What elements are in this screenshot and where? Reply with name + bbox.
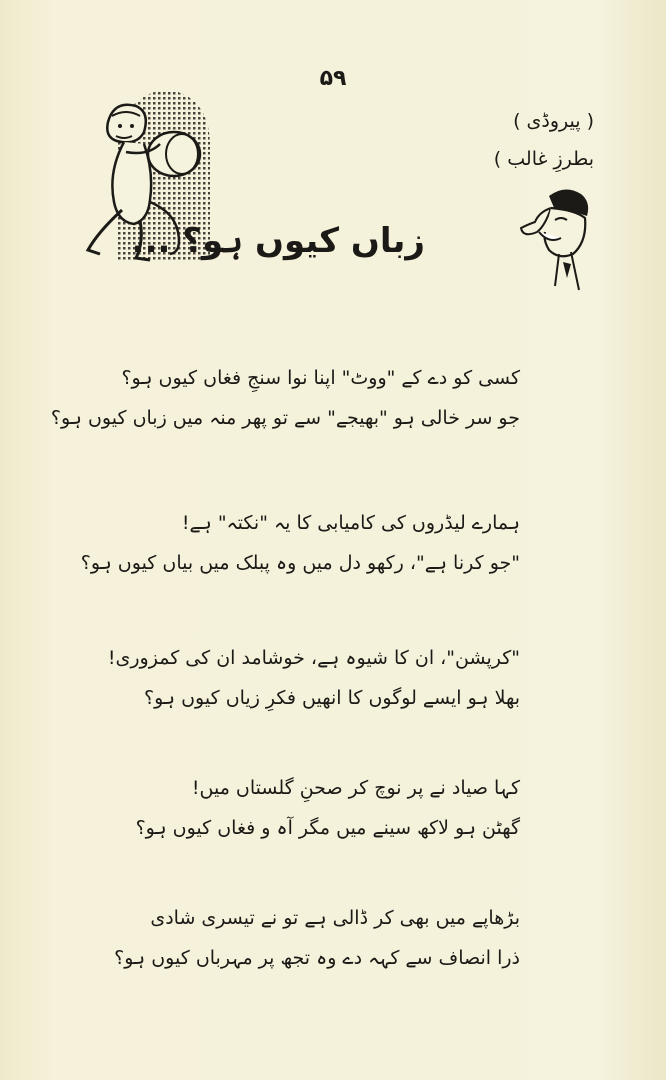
page-number: ۵۹ (319, 66, 347, 91)
verse-1 (50, 360, 520, 440)
verse-line: گھٹن ہو لاکھ سینے میں مگر آہ و فغاں کیوں ہو؟ (135, 817, 520, 839)
verse-line: "جو کرنا ہے"، رکھو دل میں وہ پبلک میں بیاں کیوں ہو؟ (80, 552, 520, 574)
verse-line: بھلا ہو ایسے لوگوں کا انھیں فکرِ زیاں کیوں ہو؟ (144, 687, 520, 709)
verse-5 (114, 900, 520, 980)
style-attribution: بطرزِ غالب ) (493, 148, 594, 170)
verse-line: "کرپشن"، ان کا شیوہ ہے، خوشامد ان کی کمزوری! (107, 647, 520, 669)
poem-title: زباں کیوں ہو؟ ... (131, 221, 425, 261)
verse-3 (107, 640, 520, 720)
verse-line: کسی کو دے کے "ووٹ" اپنا نوا سنجِ فغاں کیوں ہو؟ (121, 367, 520, 389)
verse-line: بڑھاپے میں بھی کر ڈالی ہے تو نے تیسری شادی (150, 907, 520, 929)
verse-4 (135, 770, 520, 850)
parody-label: ( پیروڈی ) (513, 110, 594, 132)
verse-line: جو سر خالی ہو "بھیجے" سے تو پھر منہ میں زباں کیوں ہو؟ (50, 407, 520, 429)
verse-line: کہا صیاد نے پر نوچ کر صحنِ گلستاں میں! (191, 777, 520, 799)
verse-2 (80, 505, 520, 585)
laughing-man-caricature (515, 186, 595, 294)
verse-line: ذرا انصاف سے کہہ دے وہ تجھ پر مہرباں کیوں ہو؟ (114, 947, 520, 969)
verse-line: ہمارے لیڈروں کی کامیابی کا یہ "نکتہ" ہے! (181, 512, 520, 534)
